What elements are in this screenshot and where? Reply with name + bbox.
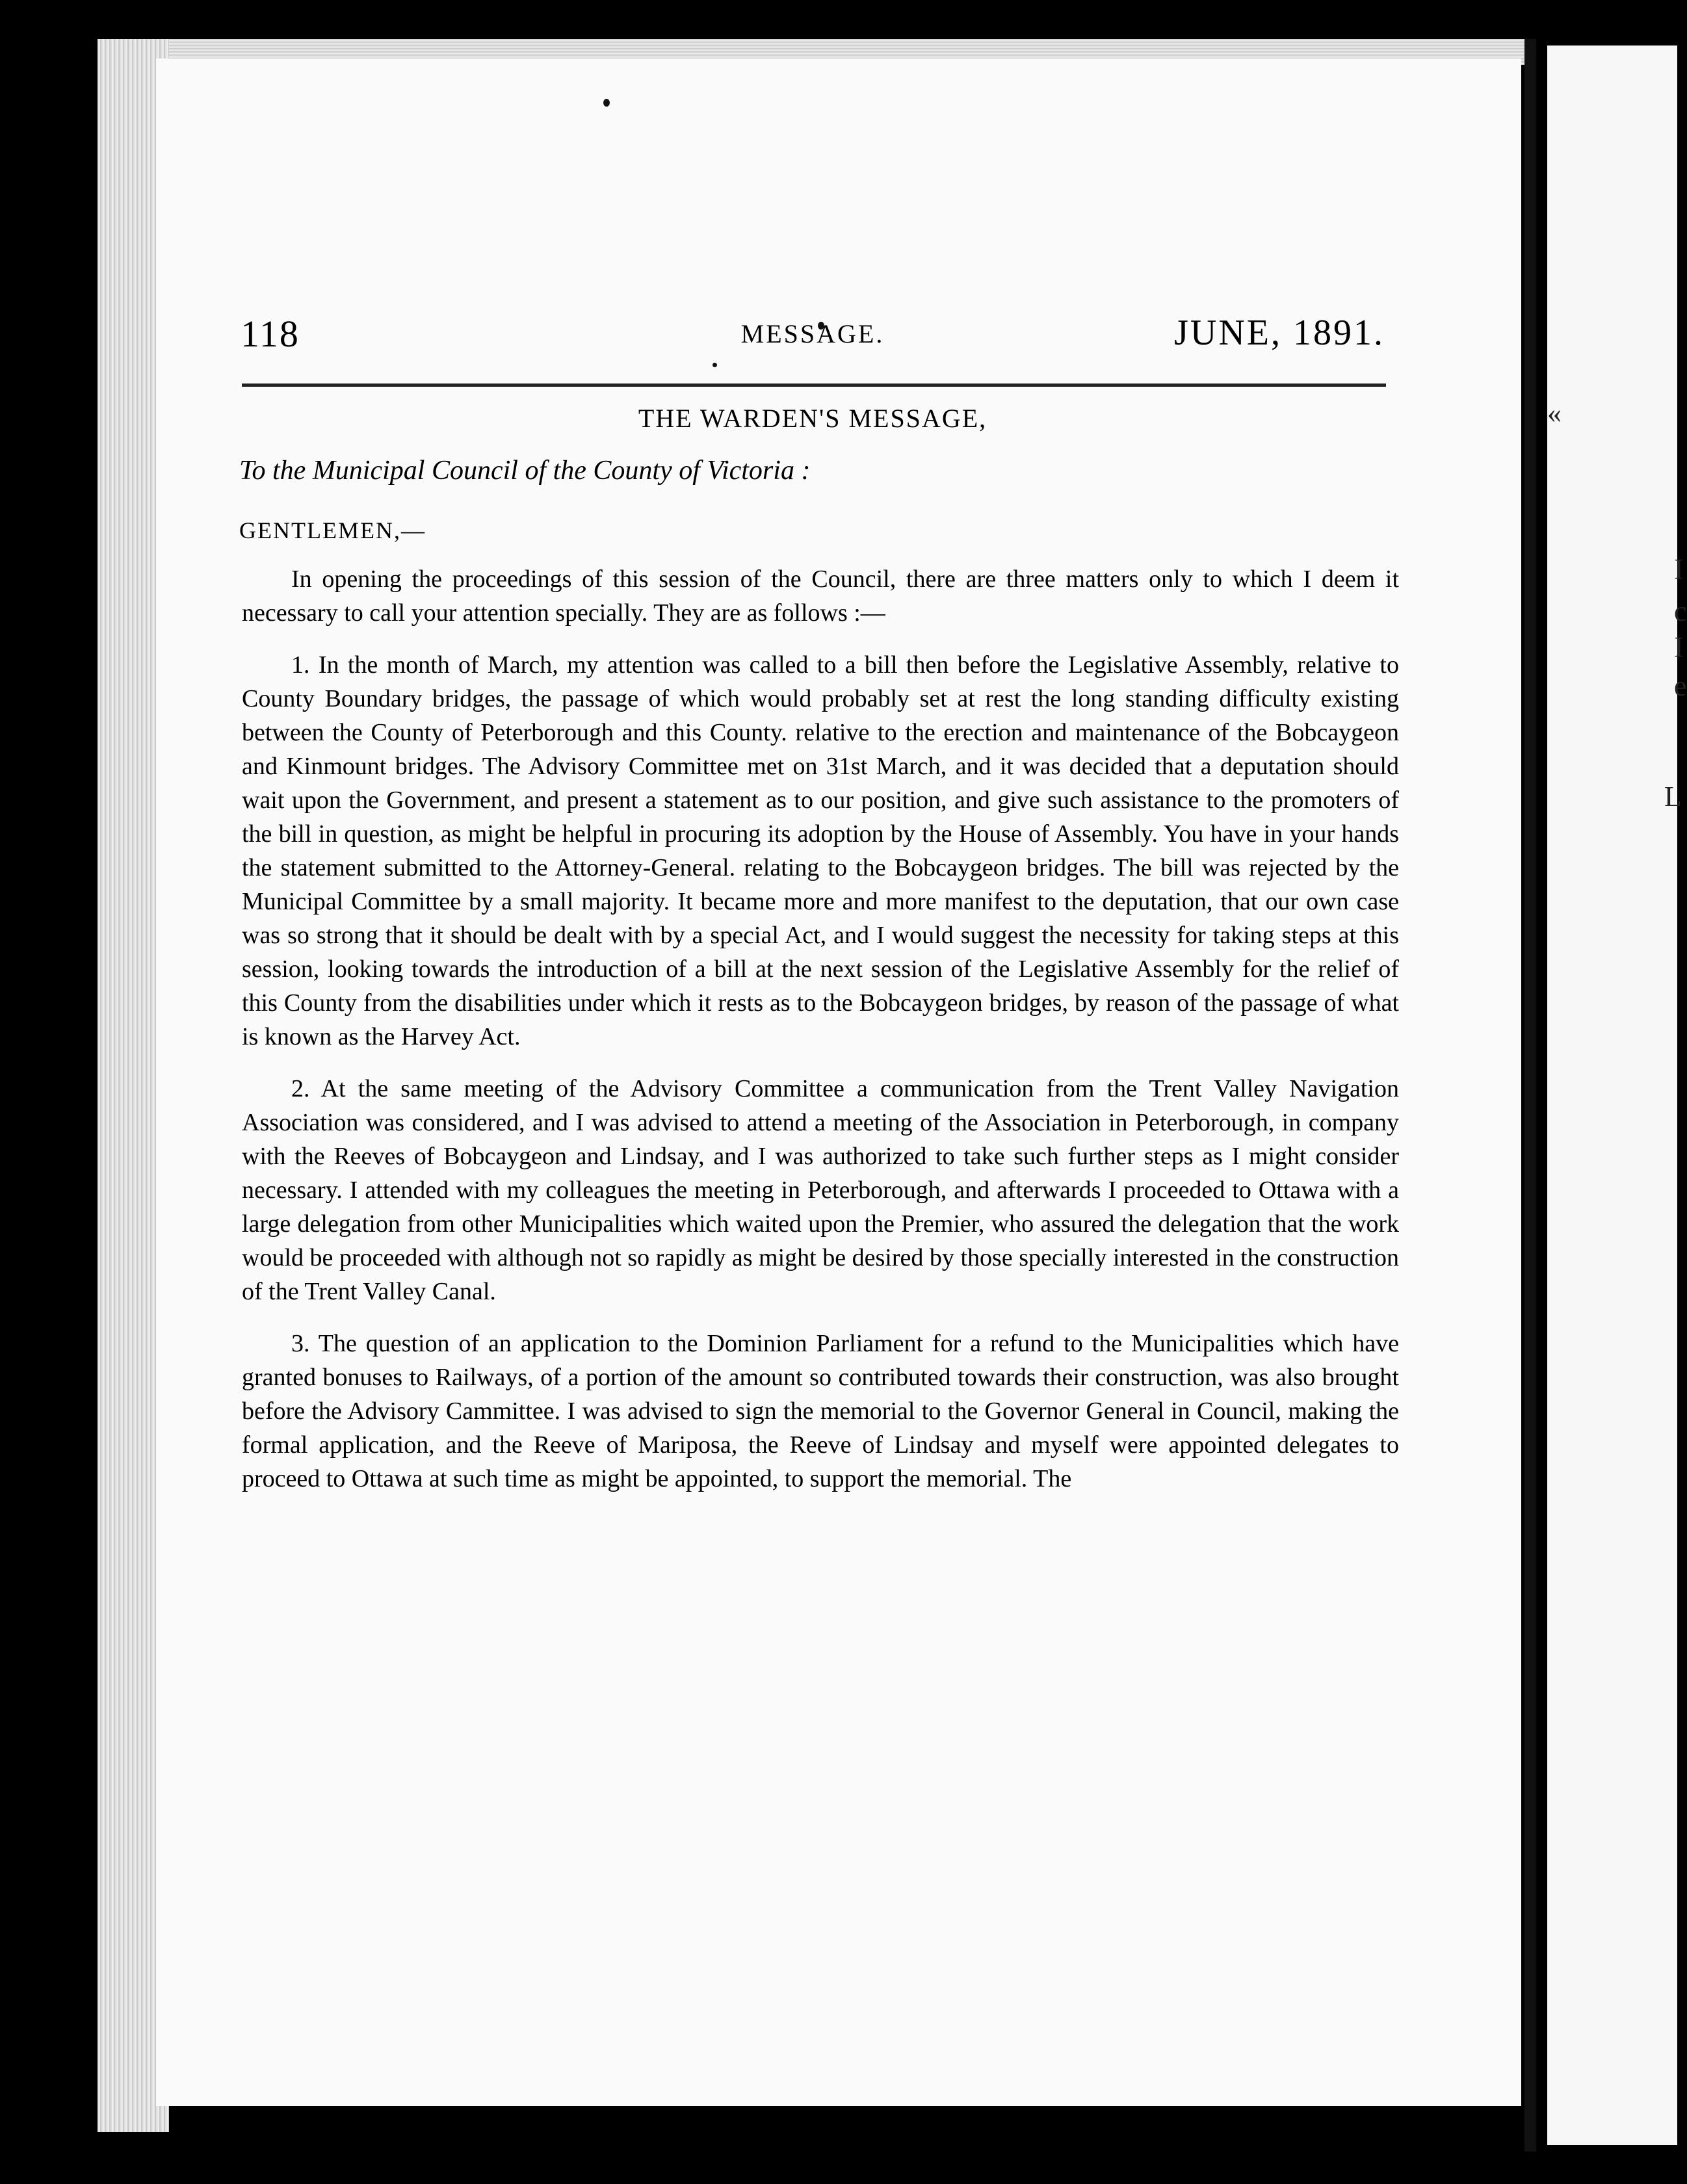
greeting: GENTLEMEN,— [239,517,426,543]
section-title: MESSAGE. [740,319,885,348]
facing-fragment: « [1547,397,1562,429]
book-gutter [1524,39,1536,2152]
paragraph-intro: In opening the proceedings of this session of the Council, there are three matters only to which I deem it necessary to call your attention specially. They are as follows :— [242,566,1399,627]
paragraph-1: 1. In the month of March, my attention was called to a bill then before the Legislative Assembly, relative to County Boundary bridges, the passage of which would probably set at rest the long standing difficulty existing between the County of Peterborough and this County. relative to the erection and maintenance of the Bobcaygeon and Kinmount bridges. The Advisory Committee met on 31st March, and it was decided that a deputation should wait upon the Government, and present a statement as to our position, and give such assistance to the promoters of the bill in question, as might be helpful in procuring its adoption by the House of Assembly. You have in your hands the statement submitted to the Attorney-General. relating to the Bobcaygeon bridges. The bill was rejected by the Municipal Committee by a small majority. It became more and more manifest to the deputation, that our own case was so strong that it should be dealt with by a special Act, and I would suggest the necessity for taking steps at this session, looking towards the introduction of a bill at the next session of the Legislative Assembly for the relief of this County from the disabilities under which it rests as to the Bobcaygeon bridges, by reason of the passage of what is known as the Harvey Act. [242,651,1399,1050]
speck [603,99,610,107]
message-title: THE WARDEN'S MESSAGE, [638,404,987,433]
facing-fragment: L [1664,781,1682,812]
facing-fragment: I [1674,631,1684,663]
paragraph-2: 2. At the same meeting of the Advisory Committee a communication from the Trent Valley Navigation Association was considered, and I was advised to attend a meeting of the Association in Peterborough, in company with the Reeves of Bobcaygeon and Lindsay, and I was authorized to take such further steps as I might consider necessary. I attended with my colleagues the meeting in Peterborough, and afterwards I proceeded to Ottawa with a large delegation from other Municipalities which waited upon the Premier, who assured the delegation that the work would be proceeded with although not so rapidly as might be desired by those specially interested in the construction of the Trent Valley Canal. [242,1075,1399,1305]
facing-fragment: c [1674,595,1687,627]
page-date: JUNE, 1891. [1174,313,1385,353]
facing-fragment: I [1674,553,1684,585]
running-head [241,312,1385,370]
facing-page [1547,46,1687,2145]
message-body [242,562,1399,1514]
facing-fragment: e [1674,670,1687,702]
header-rule [242,384,1386,387]
page-number: 118 [241,313,300,355]
paragraph-3: 3. The question of an application to the Dominion Parliament for a refund to the Municipalities which have granted bonuses to Railways, of a portion of the amount so contributed towards their construction, was also brought before the Advisory Cammittee. I was advised to sign the memorial to the Governor General in Council, making the formal application, and the Reeve of Mariposa, the Reeve of Lindsay and myself were appointed delegates to proceed to Ottawa at such time as might be appointed, to support the memorial. The [242,1330,1399,1492]
salutation: To the Municipal Council of the County of Victoria : [239,456,811,486]
